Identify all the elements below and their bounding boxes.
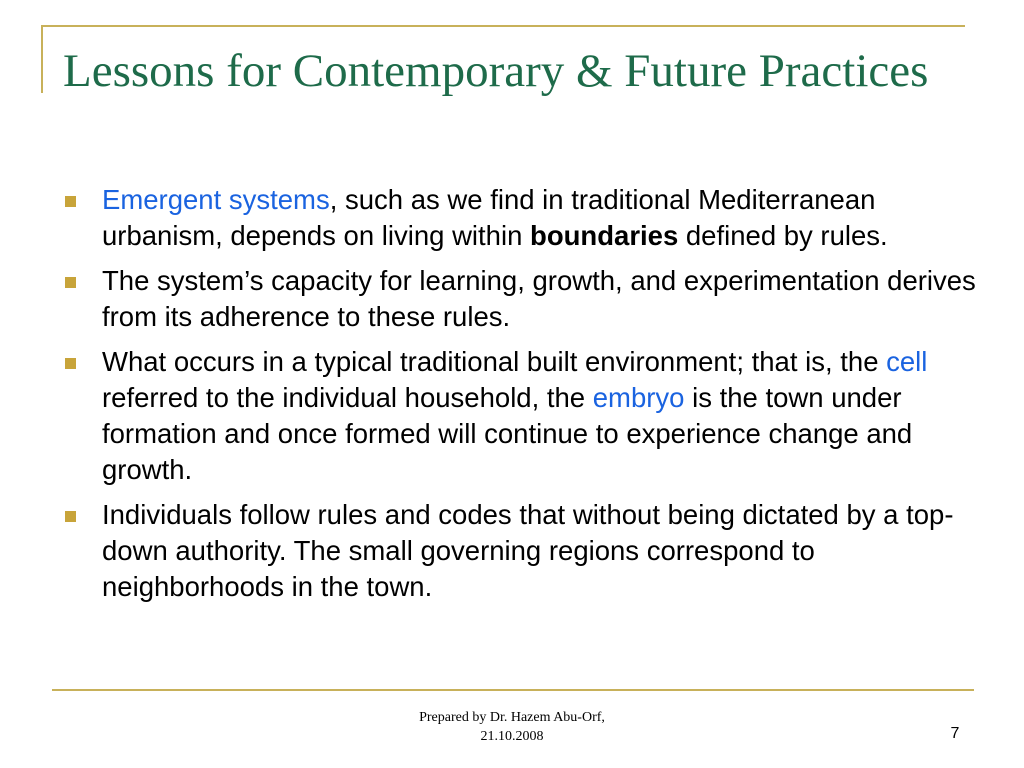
square-bullet-icon [65, 511, 76, 522]
square-bullet-icon [65, 277, 76, 288]
left-divider [41, 25, 43, 93]
highlight-embryo: embryo [592, 382, 685, 413]
footer-credit [362, 708, 662, 746]
bottom-divider [52, 689, 974, 691]
square-bullet-icon [65, 196, 76, 207]
square-bullet-icon [65, 358, 76, 369]
bullet-item-1 [62, 182, 982, 254]
page-number: 7 [950, 725, 960, 742]
bullet-3-text-a: What occurs in a typical traditional built environment; that is, the [102, 346, 887, 377]
bullet-1-text-a: , such as we find in traditional Mediterranean urbanism, depends on living within [102, 184, 876, 251]
bullet-item-3 [62, 344, 982, 488]
bullet-3-text-b: referred to the individual household, the [102, 382, 593, 413]
bold-boundaries: boundaries [530, 220, 679, 251]
footer-date: 21.10.2008 [480, 729, 544, 744]
bullet-2-text: The system’s capacity for learning, growth, and experimentation derives from its adherence to these rules. [102, 265, 976, 332]
bullet-3-text-c: is the town under formation and once formed will continue to experience change and growth. [102, 382, 913, 485]
top-divider [41, 25, 965, 27]
bullet-item-4 [62, 497, 982, 605]
bullet-item-2 [62, 263, 982, 335]
slide-title: Lessons for Contemporary & Future Practices [63, 45, 929, 97]
highlight-emergent-systems: Emergent systems [102, 184, 330, 215]
footer-author: Prepared by Dr. Hazem Abu-Orf, [419, 710, 605, 725]
bullet-1-text-b: defined by rules. [678, 220, 888, 251]
bullet-list [62, 182, 982, 614]
bullet-4-text: Individuals follow rules and codes that without being dictated by a top-down authority. The small governing regions correspond to neighborhoods in the town. [102, 499, 954, 602]
highlight-cell: cell [886, 346, 928, 377]
